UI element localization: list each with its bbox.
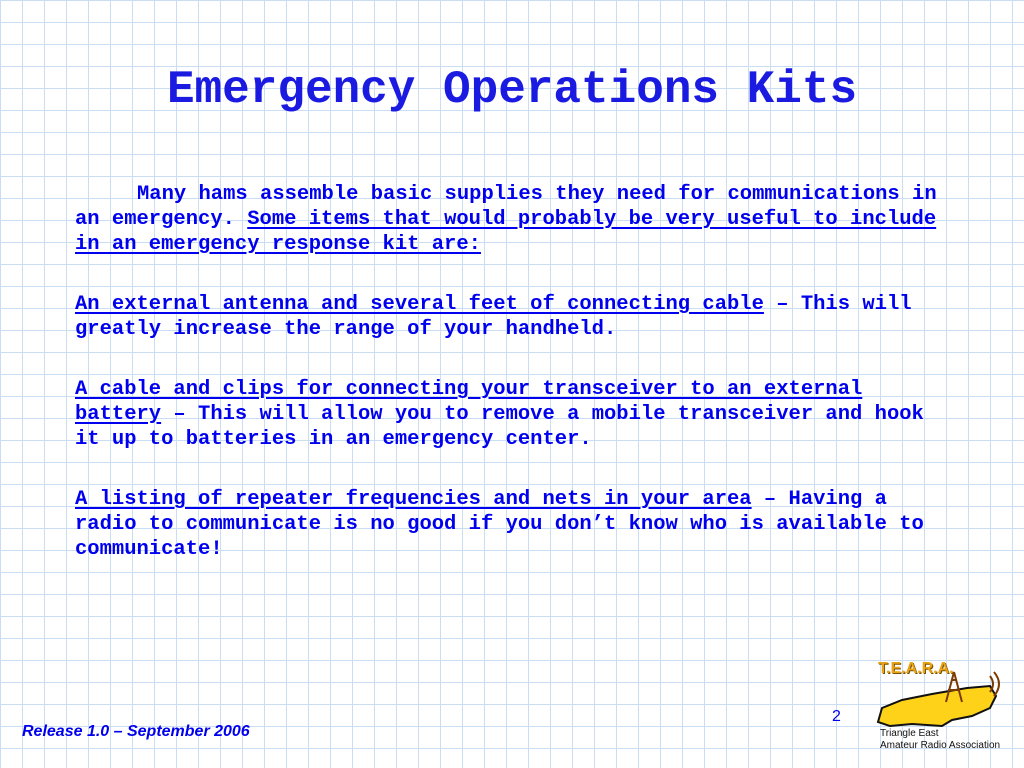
item-detail: – Having a radio to communicate is no good if you don’t know who is available to communicate! [75, 488, 924, 561]
item-detail: – This will greatly increase the range of your handheld. [75, 293, 912, 341]
list-item [75, 487, 955, 562]
list-item [75, 292, 955, 342]
intro-text: Many hams assemble basic supplies they need for communications in an emergency. [75, 183, 937, 231]
slide-title: Emergency Operations Kits [166, 64, 858, 116]
logo-mark: T.E.A.R.A. [878, 660, 954, 677]
item-heading[interactable]: An external antenna and several feet of connecting cable [75, 293, 764, 316]
logo-caption-line1: Triangle East [880, 728, 939, 739]
item-heading[interactable]: A cable and clips for connecting your transceiver to an external battery [75, 378, 863, 426]
intro-link[interactable]: Some items that would probably be very useful to include in an emergency response kit are: [75, 208, 937, 256]
page-number: 2 [832, 708, 841, 725]
teara-logo [872, 656, 1012, 756]
release-footer: Release 1.0 – September 2006 [22, 723, 250, 740]
list-item [75, 377, 955, 452]
item-heading[interactable]: A listing of repeater frequencies and nets in your area [75, 488, 752, 511]
logo-caption-line2: Amateur Radio Association [880, 740, 1001, 751]
item-detail: – This will allow you to remove a mobile transceiver and hook it up to batteries in an emergency center. [75, 403, 924, 451]
intro-paragraph [75, 182, 955, 257]
slide-body [75, 182, 955, 597]
logo-caption [880, 728, 1010, 752]
